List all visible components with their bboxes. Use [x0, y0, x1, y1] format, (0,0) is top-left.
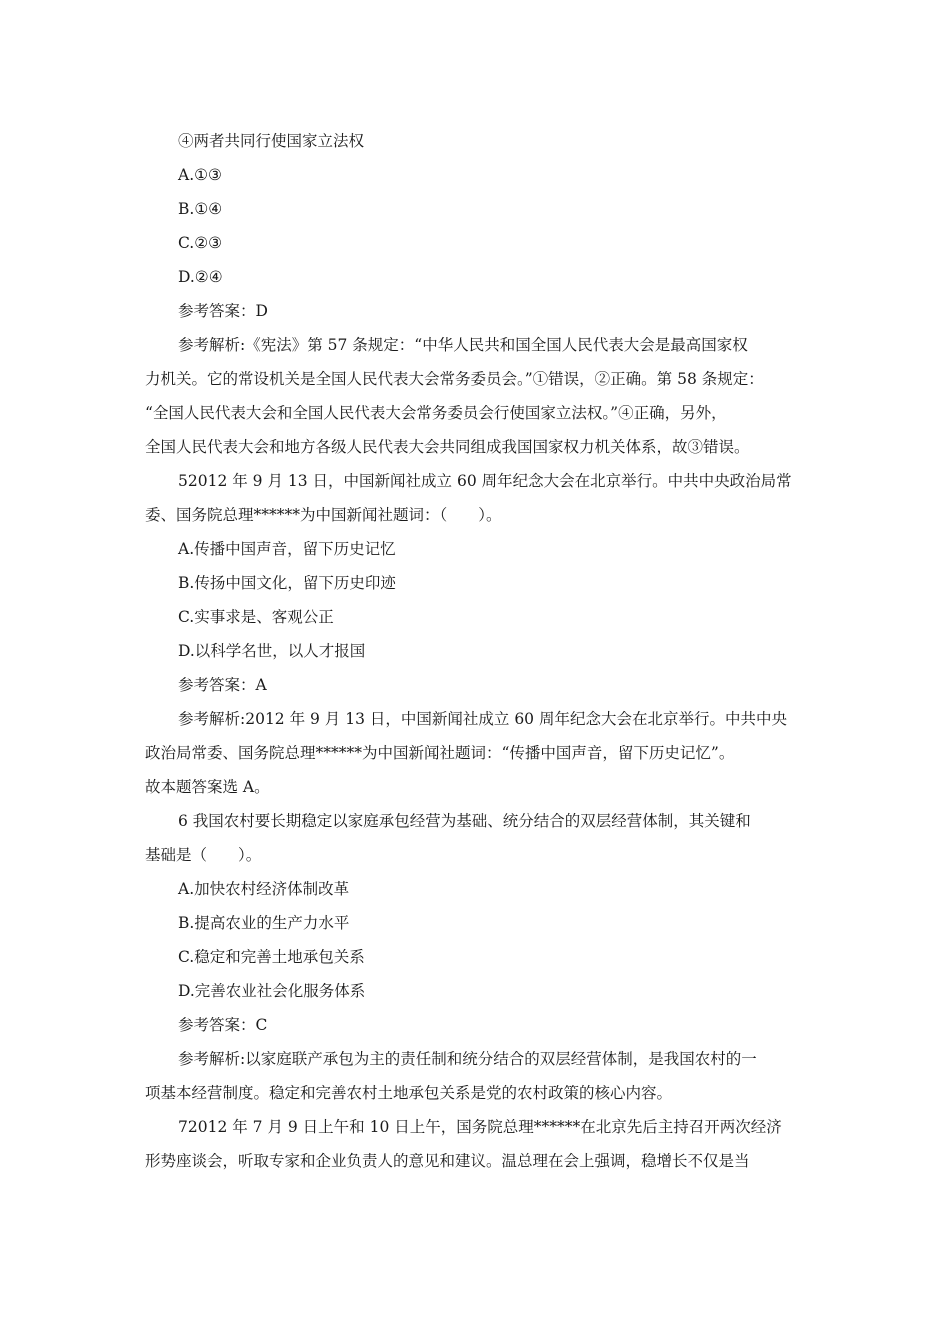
q4-answer: 参考答案：D	[178, 302, 268, 320]
q6-option-d: D.完善农业社会化服务体系	[178, 982, 366, 1000]
document-body	[145, 124, 810, 1178]
q4-option-c: C.②③	[178, 234, 223, 252]
q7-stem-line: 形势座谈会，听取专家和企业负责人的意见和建议。温总理在会上强调，稳增长不仅是当	[145, 1152, 750, 1170]
q4-item-4: ④两者共同行使国家立法权	[178, 132, 365, 150]
q6-stem-line: 基础是（ ）。	[145, 846, 262, 864]
q4-option-b: B.①④	[178, 200, 223, 218]
q6-option-a: A.加快农村经济体制改革	[178, 880, 350, 898]
q6-answer: 参考答案：C	[178, 1016, 268, 1034]
q4-explanation-line: 全国人民代表大会和地方各级人民代表大会共同组成我国国家权力机关体系，故③错误。	[145, 438, 750, 456]
q5-stem-line: 委、国务院总理******为中国新闻社题词：（ ）。	[145, 506, 502, 524]
q6-stem-line: 6 我国农村要长期稳定以家庭承包经营为基础、统分结合的双层经营体制，其关键和	[178, 812, 751, 830]
q6-explanation-line: 项基本经营制度。稳定和完善农村土地承包关系是党的农村政策的核心内容。	[145, 1084, 673, 1102]
q4-explanation-line: 力机关。它的常设机关是全国人民代表大会常务委员会。”①错误，②正确。第 58 条规定：	[145, 370, 764, 388]
q5-explanation-line: 参考解析:2012 年 9 月 13 日，中国新闻社成立 60 周年纪念大会在北京举行。中共中央	[178, 710, 787, 728]
q5-explanation-line: 政治局常委、国务院总理******为中国新闻社题词：“传播中国声音，留下历史记忆”。	[145, 744, 735, 762]
q5-answer: 参考答案：A	[178, 676, 267, 694]
q5-explanation-line: 故本题答案选 A。	[145, 778, 270, 796]
q5-option-c: C.实事求是、客观公正	[178, 608, 334, 626]
q4-explanation-line: 参考解析:《宪法》第 57 条规定：“中华人民共和国全国人民代表大会是最高国家权	[178, 336, 748, 354]
q4-option-a: A.①③	[178, 166, 222, 184]
q5-option-d: D.以科学名世，以人才报国	[178, 642, 366, 660]
q7-stem-line: 72012 年 7 月 9 日上午和 10 日上午，国务院总理******在北京先后主持召开两次经济	[178, 1118, 782, 1136]
q5-stem-line: 52012 年 9 月 13 日，中国新闻社成立 60 周年纪念大会在北京举行。中共中央政治局常	[178, 472, 792, 490]
q5-option-b: B.传扬中国文化，留下历史印迹	[178, 574, 396, 592]
q5-option-a: A.传播中国声音，留下历史记忆	[178, 540, 396, 558]
q4-option-d: D.②④	[178, 268, 223, 286]
q6-option-b: B.提高农业的生产力水平	[178, 914, 350, 932]
q6-explanation-line: 参考解析:以家庭联产承包为主的责任制和统分结合的双层经营体制，是我国农村的一	[178, 1050, 757, 1068]
q4-explanation-line: “全国人民代表大会和全国人民代表大会常务委员会行使国家立法权。”④正确，另外，	[145, 404, 727, 422]
q6-option-c: C.稳定和完善土地承包关系	[178, 948, 365, 966]
